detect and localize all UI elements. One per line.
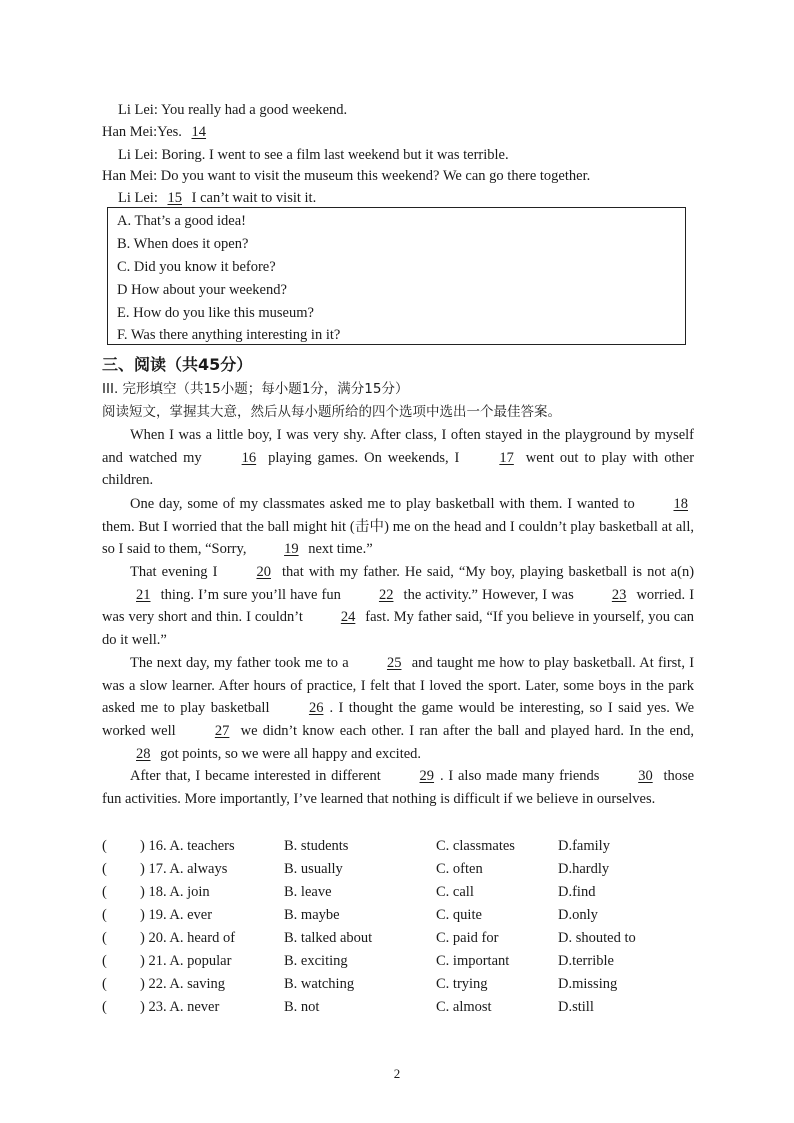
blank-23[interactable]: 23: [611, 586, 627, 603]
blank-17[interactable]: 17: [499, 449, 514, 466]
blank-21[interactable]: 21: [136, 586, 151, 603]
dialogue-text: : Do you want to visit the museum this weekend? We can go there together.: [153, 168, 591, 184]
passage-text: After that, I became interested in different: [130, 768, 381, 784]
option-c: C. paid for: [436, 930, 499, 946]
blank-28[interactable]: 28: [136, 745, 151, 762]
option-c: C. often: [436, 861, 483, 877]
passage-text: next time.”: [308, 541, 373, 558]
passage-text: . I also made many friends: [440, 768, 600, 784]
option-c: C. classmates: [436, 838, 515, 854]
option-d: D.missing: [558, 976, 618, 992]
dialogue-text: I can’t wait to visit it.: [191, 190, 317, 206]
blank-30[interactable]: 30: [638, 768, 653, 784]
option-c: C. trying: [436, 976, 488, 992]
option-d: D.terrible: [558, 953, 614, 969]
answer-paren[interactable]: (: [102, 953, 107, 969]
speaker: Li Lei: [118, 147, 154, 163]
passage-text: went out to play with other children.: [102, 449, 695, 489]
dialogue-line-4: [102, 166, 590, 186]
passage-paragraph-5: [102, 765, 694, 810]
question-row-19: [102, 905, 702, 925]
option-f: F. Was there anything interesting in it?: [117, 327, 341, 343]
question-number-option-a: ) 23. A. never: [140, 999, 220, 1015]
blank-16[interactable]: 16: [241, 449, 257, 466]
question-row-18: [102, 882, 702, 902]
blank-20[interactable]: 20: [256, 564, 271, 580]
passage-text: got points, so we were all happy and excited.: [160, 745, 422, 762]
option-a: A. That’s a good idea!: [117, 213, 246, 229]
dialogue-text: :Yes.: [153, 124, 182, 140]
option-d: D.hardly: [558, 861, 610, 877]
answer-paren[interactable]: (: [102, 930, 107, 946]
option-b: B. When does it open?: [117, 236, 249, 252]
answer-paren[interactable]: (: [102, 884, 107, 900]
option-c: C. almost: [436, 999, 492, 1015]
blank-27[interactable]: 27: [214, 723, 230, 740]
question-row-22: [102, 974, 702, 994]
passage-text: When I was a little boy, I was very shy. After class, I often stayed in the playground by myself and watched my: [102, 427, 694, 466]
option-c: C. Did you know it before?: [117, 259, 276, 275]
blank-24[interactable]: 24: [340, 609, 356, 626]
page-number: 2: [393, 1066, 401, 1081]
dialogue-line-2: [102, 122, 212, 142]
passage-paragraph-4: [102, 652, 694, 766]
answer-paren[interactable]: (: [102, 838, 107, 854]
passage-paragraph-1: [102, 424, 694, 492]
passage-text: . I thought the game would be interesting, so I said yes. We worked well: [102, 700, 695, 740]
passage-text: that with my father. He said, “My boy, playing basketball is not a(n): [282, 564, 695, 580]
passage-text: playing games. On weekends, I: [268, 449, 460, 466]
question-number-option-a: ) 18. A. join: [140, 884, 210, 900]
option-e: E. How do you like this museum?: [117, 305, 314, 321]
passage-text: One day, some of my classmates asked me to play basketball with them. I wanted to: [130, 496, 635, 512]
option-d: D.still: [558, 999, 594, 1015]
blank-29[interactable]: 29: [419, 768, 435, 784]
option-b: B. talked about: [284, 930, 373, 946]
option-b: B. maybe: [284, 907, 340, 923]
option-b: B. usually: [284, 861, 343, 877]
section-subtitle: III. 完形填空（共15小题；每小题1分，满分15分）: [102, 381, 409, 397]
dialogue-options-box: [107, 207, 686, 345]
blank-22[interactable]: 22: [378, 586, 394, 603]
option-c: C. quite: [436, 907, 482, 923]
answer-paren[interactable]: (: [102, 976, 107, 992]
question-number-option-a: ) 16. A. teachers: [140, 838, 235, 854]
question-number-option-a: ) 20. A. heard of: [140, 930, 236, 946]
question-number-option-a: ) 19. A. ever: [140, 907, 213, 923]
question-row-21: [102, 951, 702, 971]
question-row-17: [102, 859, 702, 879]
dialogue-text: : Boring. I went to see a film last weekend but it was terrible.: [153, 147, 509, 163]
passage-text: the activity.” However, I was: [403, 586, 574, 603]
blank-15[interactable]: 15: [167, 190, 182, 206]
option-b: B. not: [284, 999, 320, 1015]
passage-text: and taught me how to play basketball. At first, I was a slow learner. After hours of practice, I felt that I loved the sport. Later, some boys in the park asked me to play basketball: [102, 655, 695, 717]
blank-26[interactable]: 26: [308, 700, 324, 717]
passage-text: fast. My father said, “If you believe in yourself, you can do it well.”: [102, 609, 695, 649]
option-d: D How about your weekend?: [117, 282, 287, 298]
passage-text: That evening I: [130, 564, 218, 580]
blank-25[interactable]: 25: [386, 655, 402, 671]
option-b: B. exciting: [284, 953, 348, 969]
option-d: D.family: [558, 838, 610, 854]
passage-paragraph-2: [102, 493, 694, 561]
dialogue-text: :: [153, 190, 158, 206]
dialogue-line-1: [118, 100, 347, 120]
answer-paren[interactable]: (: [102, 861, 107, 877]
passage-text: thing. I’m sure you’ll have fun: [160, 586, 341, 603]
answer-paren[interactable]: (: [102, 999, 107, 1015]
question-row-20: [102, 928, 702, 948]
dialogue-line-3: [118, 145, 509, 165]
option-d: D. shouted to: [558, 930, 636, 946]
question-number-option-a: ) 22. A. saving: [140, 976, 225, 992]
option-b: B. leave: [284, 884, 332, 900]
passage-text: worried. I was very short and thin. I couldn’t: [102, 586, 695, 626]
question-number-option-a: ) 17. A. always: [140, 861, 228, 877]
option-b: B. students: [284, 838, 349, 854]
answer-paren[interactable]: (: [102, 907, 107, 923]
dialogue-text: : You really had a good weekend.: [153, 102, 348, 118]
passage-text: those fun activities. More importantly, I’ve learned that nothing is difficult if we believe in ourselves.: [102, 768, 695, 807]
passage-text: them. But I worried that the ball might hit (击中) me on the head and I couldn’t play basketball at all, so I said to them, “Sorry,: [102, 518, 694, 558]
question-row-23: [102, 997, 702, 1017]
speaker: Li Lei: [118, 190, 154, 206]
blank-14[interactable]: 14: [191, 124, 207, 140]
option-d: D.find: [558, 884, 596, 900]
option-d: D.only: [558, 907, 598, 923]
passage-text: we didn’t know each other. I ran after the ball and played hard. In the end,: [240, 723, 695, 740]
option-c: C. call: [436, 884, 474, 900]
speaker: Han Mei: [102, 168, 154, 184]
speaker: Li Lei: [118, 102, 154, 118]
passage-paragraph-3: [102, 561, 694, 652]
blank-18[interactable]: 18: [673, 496, 688, 512]
passage-text: The next day, my father took me to a: [130, 655, 349, 671]
blank-19[interactable]: 19: [284, 541, 299, 558]
section-title: 三、阅读（共45分）: [102, 355, 253, 374]
dialogue-line-5: [118, 188, 316, 208]
section-instruction: 阅读短文，掌握其大意，然后从每小题所给的四个选项中选出一个最佳答案。: [102, 404, 561, 420]
question-number-option-a: ) 21. A. popular: [140, 953, 232, 969]
question-row-16: [102, 836, 702, 856]
speaker: Han Mei: [102, 124, 154, 140]
option-b: B. watching: [284, 976, 355, 992]
option-c: C. important: [436, 953, 510, 969]
